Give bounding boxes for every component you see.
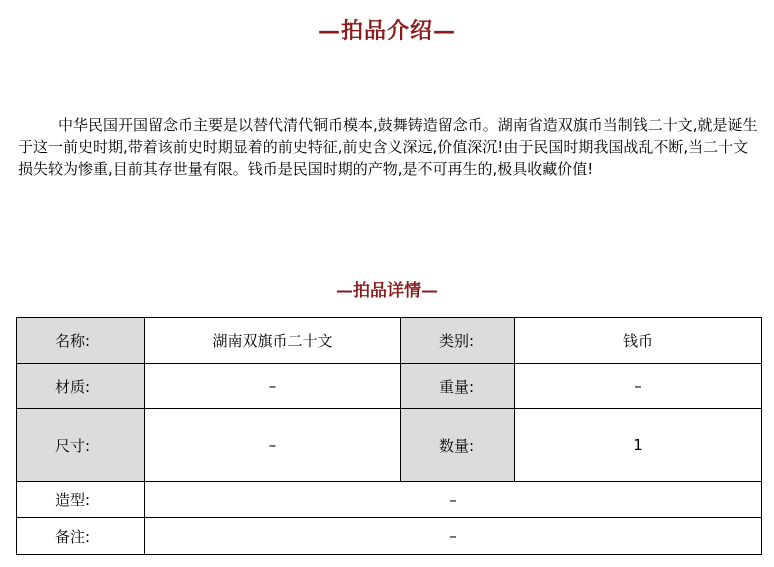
size-value: –	[145, 409, 401, 482]
size-label: 尺寸:	[17, 409, 145, 482]
note-value: –	[145, 518, 762, 555]
category-label: 类别:	[401, 318, 515, 364]
section-title: —拍品介绍—	[317, 18, 456, 44]
category-value: 钱币	[515, 318, 762, 364]
details-title: —拍品详情—	[336, 281, 438, 301]
table-row	[17, 409, 762, 482]
quantity-label: 数量:	[401, 409, 515, 482]
intro-text-block	[18, 114, 760, 180]
intro-paragraph: 中华民国开国留念币主要是以替代清代铜币模本,鼓舞铸造留念币。湖南省造双旗币当制钱二十文,就是诞生于这一前史时期,带着该前史时期显着的前史特征,前史含义深远,价值深沉!由于民国时期我国战乱不断,当二十文损失较为惨重,目前其存世量有限。钱币是民国时期的产物,是不可再生的,极具收藏价值!	[18, 116, 758, 178]
table-row	[17, 518, 762, 555]
material-value: –	[145, 364, 401, 409]
shape-label: 造型:	[17, 482, 145, 518]
name-value: 湖南双旗币二十文	[145, 318, 401, 364]
quantity-value: 1	[515, 409, 762, 482]
weight-label: 重量:	[401, 364, 515, 409]
note-label: 备注:	[17, 518, 145, 555]
weight-value: –	[515, 364, 762, 409]
name-label: 名称:	[17, 318, 145, 364]
details-table	[16, 317, 762, 555]
material-label: 材质:	[17, 364, 145, 409]
table-row	[17, 482, 762, 518]
table-row	[17, 318, 762, 364]
shape-value: –	[145, 482, 762, 518]
table-row	[17, 364, 762, 409]
